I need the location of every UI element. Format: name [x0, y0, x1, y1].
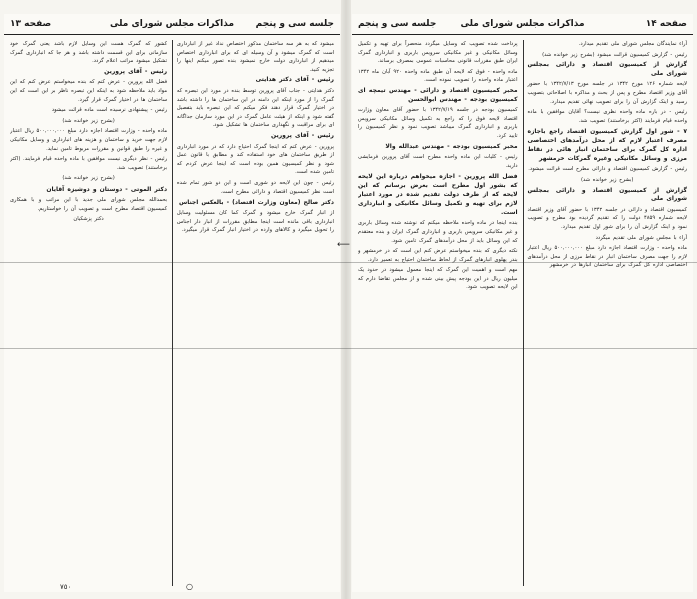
left-page-header	[4, 14, 340, 35]
right-page-left-column	[358, 40, 518, 586]
speaker-heading: مخبر کمیسیون بودجه - مهندس عبدالله والا	[385, 142, 518, 150]
paragraph: ماده واحده - وزارت اقتصاد اجازه دارد مبلغ ۵۰۰,۰۰۰,۰۰۰ ریال اعتبار لازم را جهت مصرف ساختمان انبار در نقاط مرزی از محل درآمدهای اختصاصی اداره کل گمرک برای ساختمان انبارها در خرمشهر	[527, 245, 687, 269]
left-page-right-column	[177, 40, 334, 586]
left-page-left-column	[10, 40, 167, 586]
page-number: صفحه ۱۴	[645, 19, 687, 29]
paragraph: کمیسیون اقتصاد و دارائی در جلسه ۱۳۴۲ با حضور آقای وزیر اقتصاد لایحه شماره ۴۸۵۹ دولت را که تقدیم گردیده بود مطرح و تصویب نمود و اینک گزارش آن را برای شور اول تقدیم میدارد.	[527, 206, 687, 230]
speaker-heading: ۷ - شور اول گزارش کمیسیون اقتصاد راجع باجازه مصرف اعتبار لازم که از محل درآمدهای اختصاصی اداره کل گمرک برای ساختمان انبار هائی در نقاط مرزی و وسائل مکانیکی وغیره گمرکات خرمشهر	[527, 128, 687, 163]
journal-title: مذاکرات مجلس شورای ملی	[460, 19, 585, 29]
paragraph: رئیس - گزارش کمیسیون قرائت میشود (بشرح زیر خوانده شد)	[542, 51, 687, 58]
paragraph: رئیس - چون این لایحه دو شوری است و این دو شور تمام شده است نظر کمیسیون اقتصاد و دارائی مطرح است.	[176, 179, 334, 195]
centered-note: (بشرح زیر خوانده شد)	[62, 117, 115, 124]
centered-note: (بشرح زیر خوانده شد)	[62, 175, 115, 182]
right-page	[352, 14, 693, 592]
right-page-columns	[358, 40, 687, 586]
paragraph: بحمدالله مجلس شورای ملی جدید با این مراتب و با همکاری کمیسیون اقتصاد مطرح است و تصویب آن را خواستاریم.	[10, 196, 168, 212]
session-label: جلسه سی و پنجم	[358, 19, 437, 29]
paragraph: کمیسیون بودجه در جلسه ۱۳۴۲/۷/۱۹ با حضور آقای معاون وزارت اقتصاد لایحه فوق را که راجع به تکمیل وسائل مکانیکی سرویس باربری و انبارداری گمرک میباشد تصویب نمود و نظر کمیسیون را تایید کرد.	[358, 107, 518, 139]
page-number: صفحه ۱۳	[10, 19, 52, 29]
book-gutter	[341, 0, 351, 599]
session-label: جلسه سی و پنجم	[255, 19, 334, 29]
paragraph: رئیس - کلیات این ماده واحده مطرح است آقای پرورین فرمایشی دارید.	[358, 154, 518, 169]
paragraph: لایحه شماره ۱۲۶ مورخ ۱۳۴۲ در جلسه مورخ ۱۳۴۲/۷/۱۳ با حضور آقای وزیر اقتصاد مطرح و پس از بحث و مذاکره با اصلاحاتی بتصویب رسید و اینک گزارش آن را برای تصویب نهائی تقدیم میدارد.	[527, 81, 687, 105]
paragraph: مهم است و اهمیت این گمرک که اینجا معمول میشود در حدود یک میلیون ریال در این بودجه پیش بینی شده و از مجلس تقاضا دارم که این لایحه تصویب شود.	[358, 267, 518, 291]
journal-title: مذاکرات مجلس شورای ملی	[109, 19, 235, 29]
paragraph: رئیس - نظر دیگری نیست موافقین با ماده واحده قیام فرمایند. (اکثر برخاستند) تصویب شد.	[10, 156, 168, 171]
speaker-heading: گزارش از کمیسیون اقتصاد و دارائی بمجلس شورای ملی	[527, 61, 687, 77]
paragraph: آراء نمایندگان مجلس شورای ملی تقدیم میدارد.	[578, 41, 687, 47]
speaker-heading: رئیس - آقای دکتر هدایتی	[255, 76, 334, 84]
column-divider	[523, 40, 524, 586]
left-page-columns	[10, 40, 334, 586]
right-page-right-column	[527, 40, 687, 586]
paragraph: آراء با مجلس شورای ملی تقدیم میگردد	[595, 234, 687, 241]
paragraph: دکتر هدایتی - جناب آقای پرورین توسط بنده در مورد این تبصره که گمرک را از مورد اینکه این دامنه در این ساختمان ها را داشته باشد در اختیار گمرک قرار دهند فکر میکنم که این تبصره باید بتفصیل گفته شود و اینکه از هیئت عامل گمرک در این مورد سازمان جداگانه ای برای مراقبت و نگهداری ساختمان ها تشکیل شود.	[176, 87, 334, 129]
speaker-heading: دکتر الموتی - دوستان و دوشیزه آقایان	[46, 185, 168, 193]
paragraph: رئیس - در باره ماده واحده نظری نیست؟ آقایان موافقین با ماده واحده قیام فرمایند (اکثر برخاستند) تصویب شد.	[527, 109, 687, 124]
speaker-heading: فضل الله پرورین - اجازه میخواهم درباره این لایحه که بشور اول مطرح است بعرض برسانم که این لایحه که از طرف دولت تقدیم شده در مورد اعتبار لازم برای تهیه و تکمیل وسائل مکانیکی و انبارداری است.	[358, 173, 518, 217]
paragraph: ماده واحده - فوق که لایحه آن طبق ماده واحده ۹۲۰ آبان ماه ۱۳۴۲ اعتبار ماده واحده را تصویب نموده است.	[358, 68, 518, 84]
speaker-heading: مخبر کمیسیون اقتصاد و دارائی - مهندس تیمچه ای کمیسیون بودجه - مهندس ابوالحسن	[358, 86, 518, 103]
speaker-heading: گزارش از کمیسیون اقتصاد و دارائی بمجلس شورای ملی	[527, 186, 687, 203]
paragraph: رئیس - گزارش کمیسیون اقتصاد و دارائی مطرح است قرائت میشود.	[528, 166, 687, 173]
paragraph: رئیس - پیشنهادی نرسیده است ماده قرائت میشود	[51, 107, 168, 114]
right-page-header	[352, 14, 693, 35]
speaker-heading: رئیس - آقای پرورین	[271, 131, 334, 139]
centered-note: دکتر پزشکیان	[73, 216, 104, 223]
paragraph: کشور که گمرک هست این وسایل لازم باشد یعنی گمرک خود سازمانی برای این قسمت داشته باشد و هر جا که انبارداری گمرک تشکیل میشود مراتب اعلام گردد.	[10, 41, 168, 65]
column-divider	[172, 40, 173, 586]
speaker-heading: دکتر صالح (معاون وزارت اقتصاد) - بالعکس اجناس	[178, 199, 334, 207]
paragraph: پرداخت شده تصویب که وسایل میگردد منحصراً برای تهیه و تکمیل وسائل مکانیکی و غیر مکانیکی سرویس باربری و انبارداری گمرک ایران طبق مقررات قانونی محاسبات عمومی بمصرف برساند.	[358, 41, 518, 65]
speaker-heading: رئیس - آقای پرورین	[104, 67, 168, 75]
scan-line	[0, 262, 697, 263]
paragraph: میشود که به هر سه ساختمان مذکور اختصاص نداد غیر از انبارداری است که گمرک میشود و آن وسیله ای که برای انبارداری اختصاص میدهیم از انبارداری دولت خارج نمیشود بنده تصور میکنم اینها را تجزیه کنید.	[176, 41, 334, 73]
bottom-mark: ○	[186, 582, 193, 591]
centered-note: (بشرح زیر خوانده شد)	[581, 176, 634, 183]
scan-line	[0, 348, 697, 349]
left-page	[4, 14, 340, 592]
paragraph: بنده اینجا در ماده واحده ملاحظه میکنم که نوشته شده وسائل باربری و غیر مکانیکی سرویس باربری و انبارداری گمرک ایران و بنده معتقدم که این وسائل باید از محل درآمدهای گمرک تامین شود.	[358, 220, 518, 244]
paragraph: از انبار گمرک خارج میشود و گمرک کما کان مسئولیت وسایل انبارداری باقی مانده است اینجا مطابق مقررات از انبار دار اجناس را تحویل میگیرد و کالاهای وارده در اختیار انبار گمرک قرار میگیرد.	[176, 210, 334, 234]
paragraph: نکته دیگری که بنده میخواستم عرض کنم این است که در خرمشهر و بندر پهلوی انبارهای گمرک از لحاظ ساختمان احتیاج به تعمیر دارد.	[358, 248, 518, 263]
paragraph: پرورین - عرض کنم که اینجا گمرک احتیاج دارد که در مورد انبارداری از طریق ساختمان های خود استفاده کند و مطابق با قانون عمل شود و نظر کمیسیون همین بوده است که اینجا عرض کردم که تامین شده است.	[176, 143, 334, 176]
paragraph: فضل الله پرورین - عرض کنم که بنده میخواستم عرض کنم که این مواد باید ملاحظه شود به اینکه این تبصره ناظر بر این است که این ساختمان ها در اختیار گمرک قرار گیرد.	[10, 79, 168, 103]
arrow-mark: ⟵	[337, 240, 350, 250]
footer-mark: ٧٥٠	[60, 583, 72, 591]
paragraph: ماده واحده - وزارت اقتصاد اجازه دارد مبلغ ۵۰۰,۰۰۰,۰۰۰ ریال اعتبار لازم جهت خرید و ساختمان و هزینه های انبارداری و وسایل مکانیکی و غیره را طبق قوانین و مقررات مربوط تامین نماید.	[10, 128, 168, 152]
